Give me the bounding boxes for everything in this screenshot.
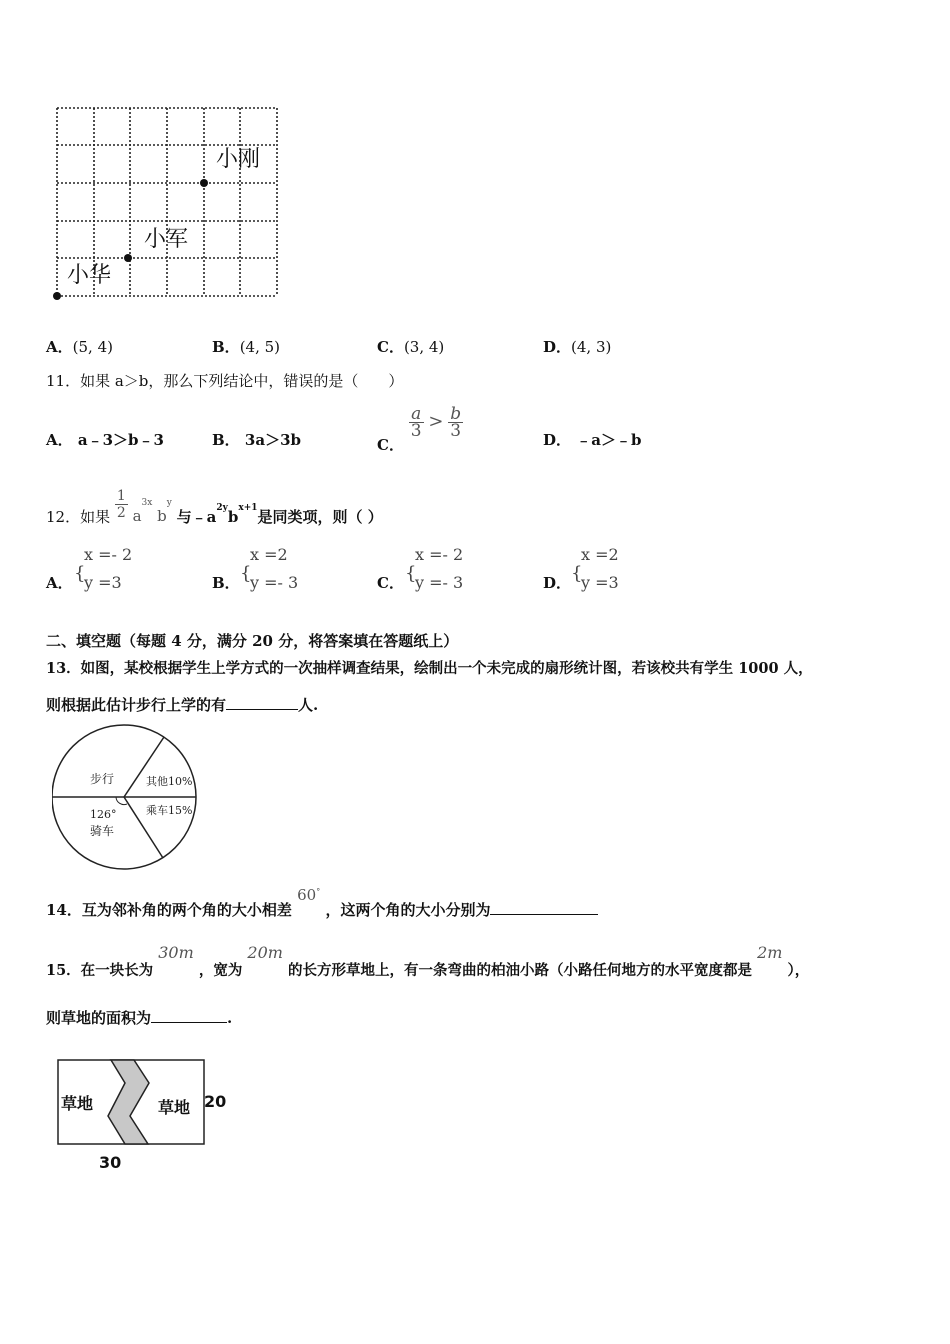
pie-label-bike: 骑车	[90, 824, 115, 838]
q12-option-d-letter[interactable]: D．	[543, 574, 572, 592]
coordinate-grid-figure	[50, 100, 290, 310]
q11-option-d[interactable]: D． ﹣a＞﹣b	[543, 431, 642, 449]
label-xiaogang: 小刚	[216, 147, 261, 172]
q10-option-b[interactable]: B．(4, 5)	[212, 338, 281, 356]
q12-option-a-letter[interactable]: A．	[46, 574, 73, 592]
q12-option-b-letter[interactable]: B．	[212, 574, 240, 592]
point-xiaohua	[53, 292, 61, 300]
q11-stem: 11．如果 a＞b，那么下列结论中，错误的是（ ）	[46, 372, 404, 390]
q12-option-c-system[interactable]: { x =- 2 y =- 3	[405, 545, 464, 592]
q14-stem: 14．互为邻补角的两个角的大小相差 60° ，这两个角的大小分别为	[46, 884, 598, 924]
q11-option-b[interactable]: B． 3a＞3b	[212, 431, 302, 449]
q13-line2: 则根据此估计步行上学的有 人.	[46, 696, 319, 714]
label-xiaohua: 小华	[67, 263, 112, 288]
pie-label-other: 其他10%	[146, 775, 193, 788]
q15-line1: 15．在一块长为 30m ，宽为 20m 的长方形草地上，有一条弯曲的柏油小路（小路任何地方的水平宽度都是 2m ），	[46, 943, 810, 979]
pie-chart-figure	[52, 723, 202, 871]
q11-options	[46, 402, 926, 452]
point-xiaojun	[124, 254, 132, 262]
q15-answer-blank[interactable]	[151, 1008, 227, 1023]
q12-option-b-system[interactable]: { x =2 y =- 3	[240, 545, 299, 592]
q12-option-a-system[interactable]: { x =- 2 y =3	[74, 545, 133, 592]
pie-label-walk: 步行	[90, 772, 115, 786]
q12-stem: 12．如果 $\frac{1}{2}$ $a^{3x}$ $b^y$ 与$﹣a^{2y}b^{x+1}$是同类项，则（ ）	[46, 488, 383, 526]
q11-option-a[interactable]: A． a﹣3＞b﹣3	[46, 431, 164, 449]
q10-option-a[interactable]: A．(5, 4)	[46, 338, 113, 356]
q10-option-d[interactable]: D．(4, 3)	[543, 338, 612, 356]
lawn-right-label: 草地	[158, 1098, 191, 1117]
q12-options	[46, 545, 926, 598]
q12-option-d-system[interactable]: { x =2 y =3	[571, 545, 619, 592]
q13-line1: 13．如图，某校根据学生上学方式的一次抽样调查结果，绘制出一个未完成的扇形统计图，若该校共有学生 1000 人，	[46, 660, 813, 677]
q13-answer-blank[interactable]	[226, 695, 298, 710]
pie-label-angle: 126°	[90, 808, 117, 821]
lawn-figure	[44, 1056, 244, 1176]
section-2-heading: 二、填空题（每题 4 分，满分 20 分，将答案填在答题纸上）	[46, 632, 459, 650]
q10-options	[46, 336, 926, 356]
q10-option-c[interactable]: C．(3, 4)	[377, 338, 445, 356]
lawn-left-label: 草地	[61, 1094, 94, 1113]
pie-label-bus: 乘车15%	[146, 804, 193, 817]
label-xiaojun: 小军	[144, 227, 189, 252]
lawn-width-label: 30	[99, 1153, 122, 1172]
q11-option-c[interactable]: C． $\frac{a}{3}$ > $\frac{b}{3}$	[377, 404, 462, 454]
q12-option-c-letter[interactable]: C．	[377, 574, 404, 592]
lawn-height-label: 20	[204, 1092, 227, 1111]
q14-answer-blank[interactable]	[490, 900, 598, 915]
point-xiaogang	[200, 179, 208, 187]
q15-line2: 则草地的面积为 .	[46, 1009, 233, 1027]
